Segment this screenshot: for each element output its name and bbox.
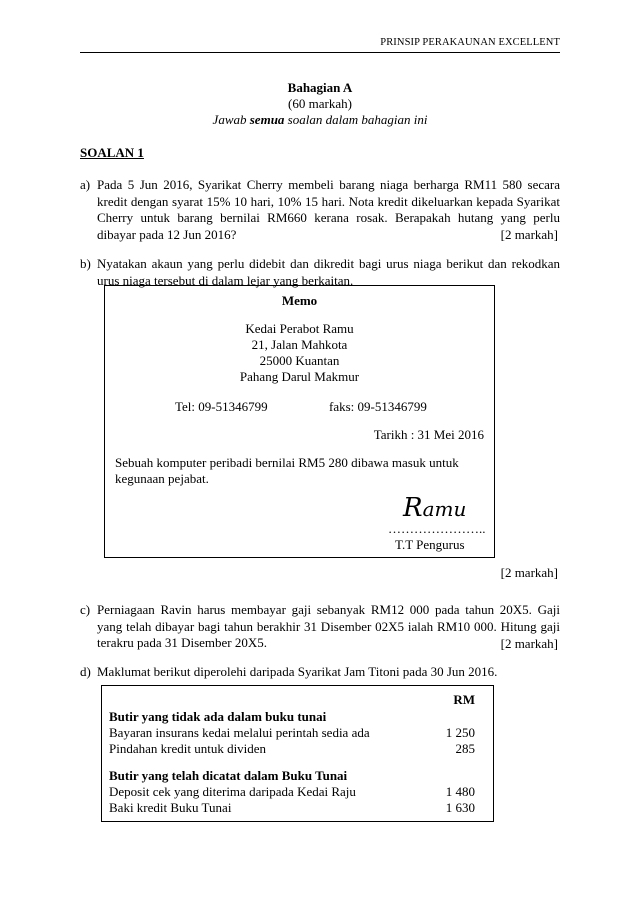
question-title: SOALAN 1 [80,145,144,160]
table-row [109,800,475,816]
memo-body-line-2: kegunaan pejabat. [115,471,209,486]
table-row-item: Bayaran insurans kedai melalui perintah sedia ada [109,725,370,740]
memo-title: Memo [281,293,318,308]
section-instruction [80,112,560,128]
instruction-post: soalan dalam bahagian ini [284,112,428,127]
table-row-value: 285 [455,741,475,756]
part-c-text: Perniagaan Ravin harus membayar gaji sebanyak RM12 000 pada tahun 20X5. Gaji yang telah dibayar bagi tahun berakhir 31 Disember 02X5 ialah RM10 000. Hitung gaji terakru pada 31 Disember 20X5. [97,602,560,650]
table-row-item: Baki kredit Buku Tunai [109,800,232,815]
memo-address-line-3: Pahang Darul Makmur [239,369,360,384]
part-b-marks: [2 markah] [500,565,558,580]
table-row [109,725,475,741]
section-title: Bahagian A [287,80,353,95]
memo-tel: Tel: 09-51346799 [175,399,268,414]
part-b-text: Nyatakan akaun yang perlu didebit dan dikredit bagi urus niaga berikut dan rekodkan urus niaga tersebut di dalam lejar yang berkaitan. [97,256,560,288]
memo-signature-dots: ………………….. [388,521,486,536]
instruction-bold: semua [249,112,285,127]
part-d-label: d) [80,664,91,679]
table-group-2-title: Butir yang telah dicatat dalam Buku Tunai [109,768,348,783]
part-b-label: b) [80,256,91,271]
part-a-marks: [2 markah] [500,227,558,242]
question-part-c [80,602,560,652]
table-row-item: Pindahan kredit untuk dividen [109,741,267,756]
memo-box [104,285,495,558]
instruction-pre: Jawab [212,112,250,127]
memo-address-line-2: 25000 Kuantan [259,353,340,368]
part-c-label: c) [80,602,91,617]
memo-body-line-1: Sebuah komputer peribadi bernilai RM5 280 dibawa masuk untuk [115,455,459,470]
memo-address-line-1: 21, Jalan Mahkota [251,337,348,352]
part-a-label: a) [80,177,91,192]
memo-signature: Ramu [403,493,467,523]
memo-date: Tarikh : 31 Mei 2016 [373,427,484,442]
table-currency-header: RM [453,692,475,707]
page-header-title: PRINSIP PERAKAUNAN EXCELLENT [380,37,560,48]
memo-signer: T.T Pengurus [395,537,465,552]
part-d-text: Maklumat berikut diperolehi daripada Syarikat Jam Titoni pada 30 Jun 2016. [97,664,498,679]
table-row-value: 1 480 [445,784,475,799]
table-row [109,784,475,800]
memo-company: Kedai Perabot Ramu [245,321,354,336]
table-row [109,741,475,757]
question-part-d [80,664,560,681]
memo-fax: faks: 09-51346799 [329,399,427,414]
table-row-value: 1 250 [445,725,475,740]
info-table-box [101,685,494,822]
header-rule [80,52,560,53]
table-row-value: 1 630 [445,800,475,815]
table-row-item: Deposit cek yang diterima daripada Kedai Raju [109,784,356,799]
section-marks: (60 markah) [288,96,352,111]
question-part-a [80,177,560,243]
table-group-1-title: Butir yang tidak ada dalam buku tunai [109,709,327,724]
part-c-marks: [2 markah] [500,636,558,651]
part-a-text: Pada 5 Jun 2016, Syarikat Cherry membeli barang niaga berharga RM11 580 secara kredit dengan syarat 15% 10 hari, 10% 15 hari. Nota kredit dikeluarkan kepada Syarikat Cherry untuk barang bernilai RM660 kerana rosak. Berapakah hutang yang perlu dibayar pada 12 Jun 2016? [97,177,560,242]
